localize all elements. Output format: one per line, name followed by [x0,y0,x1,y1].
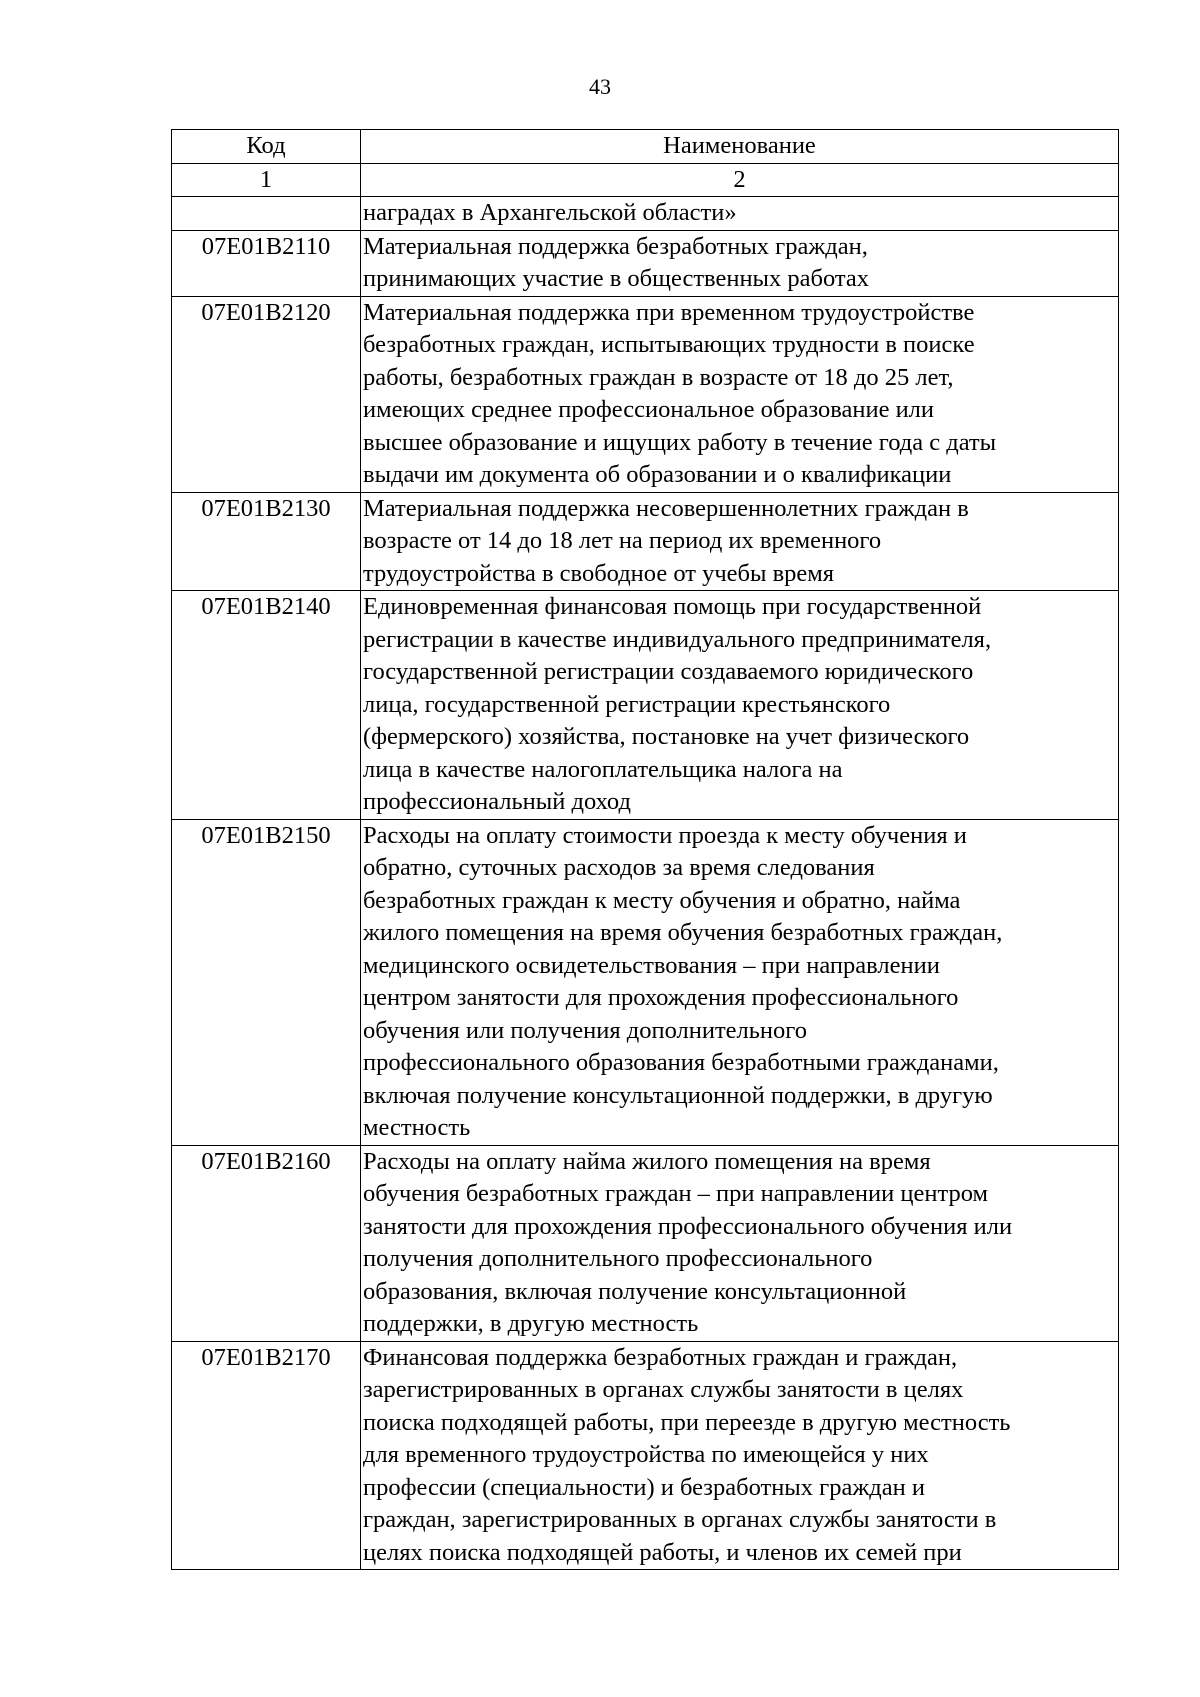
row-name-line: профессионального образования безработными гражданами, [363,1049,999,1076]
row-name-line: Расходы на оплату стоимости проезда к месту обучения и [363,821,967,849]
row-name-line: работы, безработных граждан в возрасте от 18 до 25 лет, [363,363,954,391]
row-name-line: выдачи им документа об образовании и о квалификации [363,461,952,488]
table-row [172,591,1119,820]
row-code [172,197,361,231]
row-name-line: получения дополнительного профессионального [363,1245,873,1272]
row-code: 07Е01В2120 [172,296,361,492]
row-code: 07Е01В2140 [172,591,361,820]
row-code: 07Е01В2130 [172,492,361,591]
row-name-line: образования, включая получение консультационной [363,1277,907,1305]
row-name-line: поиска подходящей работы, при переезде в другую местность [363,1408,1011,1436]
row-name-line: Материальная поддержка при временном трудоустройстве [363,298,975,326]
table-row [172,296,1119,492]
row-name-line: центром занятости для прохождения профессионального [363,984,959,1011]
row-name-line: лица, государственной регистрации крестьянского [363,690,891,718]
row-name-line: наградах в Архангельской области» [363,199,737,226]
row-name-line: профессиональный доход [363,788,631,815]
table-row [172,819,1119,1145]
row-name-line: Финансовая поддержка безработных граждан и граждан, [363,1343,958,1371]
column-number-row [172,163,1119,197]
table-body [172,130,1119,1570]
row-name-line: медицинского освидетельствования – при направлении [363,951,940,979]
table-row [172,1341,1119,1570]
row-name [361,197,1119,231]
row-name-line: обратно, суточных расходов за время следования [363,854,875,881]
row-name-line: включая получение консультационной поддержки, в другую [363,1081,993,1109]
row-name-line: поддержки, в другую местность [363,1310,699,1337]
row-name-line: граждан, зарегистрированных в органах службы занятости в [363,1506,997,1533]
column-number-name: 2 [361,163,1119,197]
row-name-line: регистрации в качестве индивидуального предпринимателя, [363,625,992,653]
row-name-line: государственной регистрации создаваемого юридического [363,658,974,685]
row-code: 07Е01В2160 [172,1145,361,1341]
page-number: 43 [589,74,611,99]
row-code: 07Е01В2110 [172,230,361,296]
row-name-line: местность [363,1114,471,1141]
row-name-line: целях поиска подходящей работы, и членов их семей при [363,1538,962,1566]
table-row [172,1145,1119,1341]
row-name-line: обучения безработных граждан – при направлении центром [363,1180,989,1207]
row-name-line: трудоустройства в свободное от учебы время [363,559,835,587]
row-name [361,1341,1119,1570]
header-name: Наименование [361,130,1119,164]
row-name-line: лица в качестве налогоплательщика налога на [363,755,843,783]
row-name-line: зарегистрированных в органах службы занятости в целях [363,1376,964,1403]
table-row [172,492,1119,591]
table-row [172,197,1119,231]
row-name-line: безработных граждан, испытывающих трудности в поиске [363,331,975,358]
row-name-line: Единовременная финансовая помощь при государственной [363,593,982,620]
row-name [361,819,1119,1145]
table-row [172,230,1119,296]
row-name-line: Материальная поддержка безработных граждан, [363,232,868,260]
row-name [361,296,1119,492]
row-code: 07Е01В2150 [172,819,361,1145]
header-row [172,130,1119,164]
row-name-line: безработных граждан к месту обучения и обратно, найма [363,886,961,914]
column-number-code: 1 [172,163,361,197]
row-name-line: возрасте от 14 до 18 лет на период их временного [363,527,882,554]
row-name-line: для временного трудоустройства по имеющейся у них [363,1441,929,1468]
row-name-line: Материальная поддержка несовершеннолетних граждан в [363,494,969,522]
row-name-line: имеющих среднее профессиональное образование или [363,396,935,423]
row-name [361,230,1119,296]
row-name-line: жилого помещения на время обучения безработных граждан, [363,919,1003,946]
row-name-line: обучения или получения дополнительного [363,1016,807,1044]
budget-code-table [171,129,1119,1570]
row-name [361,1145,1119,1341]
row-code: 07Е01В2170 [172,1341,361,1570]
row-name-line: (фермерского) хозяйства, постановке на учет физического [363,723,970,750]
row-name-line: принимающих участие в общественных работах [363,265,870,292]
row-name-line: профессии (специальности) и безработных граждан и [363,1473,925,1501]
row-name-line: занятости для прохождения профессионального обучения или [363,1212,1013,1240]
row-name [361,492,1119,591]
row-name-line: высшее образование и ищущих работу в течение года с даты [363,428,997,456]
header-code: Код [172,130,361,164]
row-name-line: Расходы на оплату найма жилого помещения на время [363,1147,931,1175]
row-name [361,591,1119,820]
